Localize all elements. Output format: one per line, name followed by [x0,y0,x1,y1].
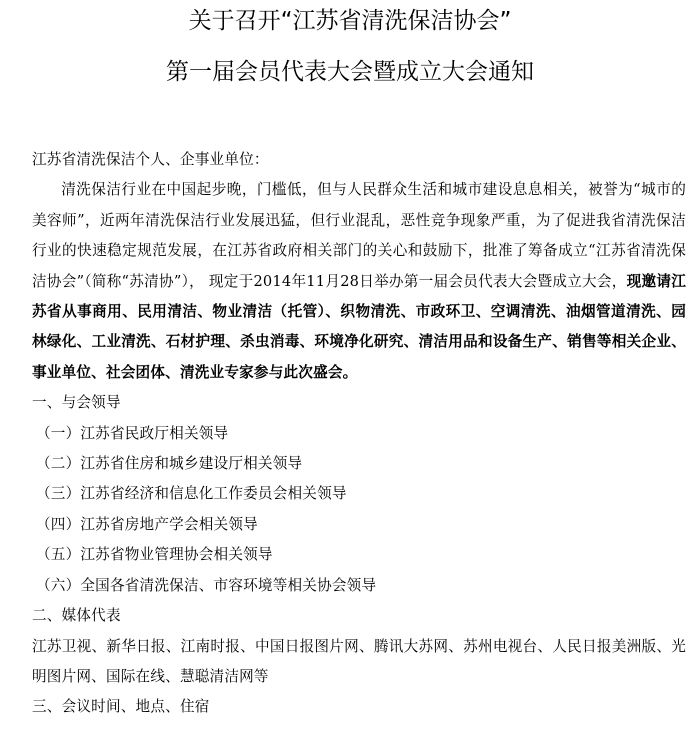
salutation: 江苏省清洗保洁个人、企事业单位： [32,151,269,168]
leader-item: （五）江苏省物业管理协会相关领导 [36,546,273,564]
leader-item: （四）江苏省房地产学会相关领导 [36,515,258,533]
leader-item: （三）江苏省经济和信息化工作委员会相关领导 [36,485,347,503]
media-list: 江苏卫视、新华日报、江南时报、中国日报图片网、腾讯大苏网、苏州电视台、人民日报美洲版、光明图片网、国际在线、慧聪清洁网等 [32,637,686,685]
leader-item: （二）江苏省住房和城乡建设厅相关领导 [36,455,303,473]
document-body [32,145,686,723]
intro-invitation-text: 现邀请江苏省从事商用、民用清洁、物业清洁（托管）、织物清洗、市政环卫、空调清洗、油烟管道清洗、园林绿化、工业清洗、石材护理、杀虫消毒、环境净化研究、清洁用品和设备生产、销售等相关企业、事业单位、社会团体、清洗业专家参与此次盛会。 [32,272,686,381]
leader-item: （六）全国各省清洗保洁、市容环境等相关协会领导 [36,576,377,594]
leader-item: （一）江苏省民政厅相关领导 [36,424,229,442]
document-title-line-2: 第一届会员代表大会暨成立大会通知 [166,59,534,85]
section-heading-leaders: 一、与会领导 [32,394,121,412]
document-title-line-1: 关于召开“江苏省清洗保洁协会” [188,8,512,34]
section-heading-time-venue: 三、会议时间、地点、住宿 [32,698,210,716]
intro-text: 清洗保洁行业在中国起步晚，门槛低，但与人民群众生活和城市建设息息相关，被誉为“城市的美容师”，近两年清洗保洁行业发展迅猛，但行业混乱，恶性竞争现象严重，为了促进我省清洗保洁行业的快速稳定规范发展，在江苏省政府相关部门的关心和鼓励下，批准了筹备成立“江苏省清洗保洁协会”（简称“苏清协”）， 现定于2014年11月28日举办第一届会员代表大会暨成立大会， [32,181,686,290]
section-heading-media: 二、媒体代表 [32,607,121,625]
intro-paragraph [32,175,686,388]
